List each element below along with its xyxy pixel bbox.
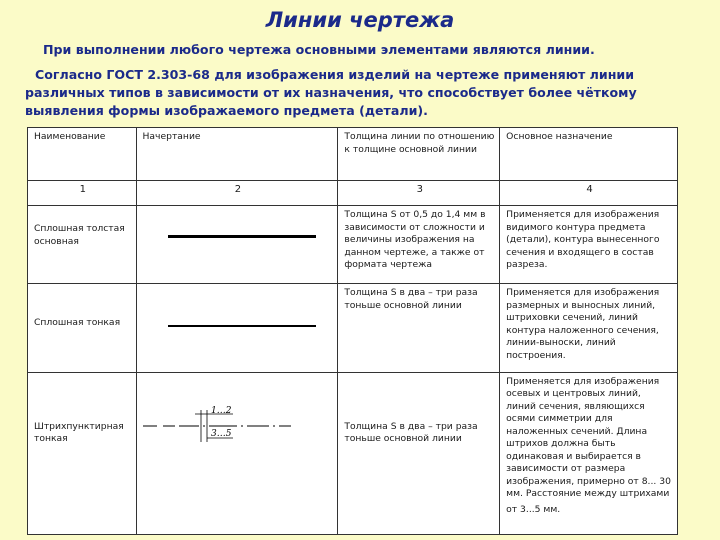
intro-paragraph: При выполнении любого чертежа основными элементами являются линии. xyxy=(43,42,595,57)
line-thickness-text: Толщина S в два – три раза тоньше основной линии xyxy=(338,284,500,372)
line-purpose-text: Применяется для изображения размерных и выносных линий, штриховки сечений, линий контура наложенного сечения, линии-выноски, линий построения. xyxy=(500,284,678,372)
column-number: 1 xyxy=(28,181,137,206)
header-drawing: Начертание xyxy=(136,128,338,181)
header-name: Наименование xyxy=(28,128,137,181)
line-type-name: Штрихпунктирная тонкая xyxy=(34,420,124,445)
line-thickness-text: Толщина S от 0,5 до 1,4 мм в зависимости от сложности и величины изображения на данном чертеже, а также от формата чертежа xyxy=(338,206,500,284)
page-title: Линии чертежа xyxy=(265,8,455,32)
gap-dimension-label: 3…5 xyxy=(210,428,231,439)
column-number: 3 xyxy=(338,181,500,206)
table-header-row xyxy=(28,128,678,181)
column-number: 4 xyxy=(500,181,678,206)
header-purpose: Основное назначение xyxy=(500,128,678,181)
table-row xyxy=(28,372,678,534)
column-number: 2 xyxy=(136,181,338,206)
gost-paragraph: Согласно ГОСТ 2.303-68 для изображения изделий на чертеже применяют линии различных типов в зависимости от их назначения, что способствует более чёткому выявления формы изображаемого предмета (детали). xyxy=(25,67,637,118)
table-row xyxy=(28,206,678,284)
dash-dot-line-sample xyxy=(143,406,293,456)
table-row xyxy=(28,284,678,372)
line-purpose-tail: от 3...5 мм. xyxy=(506,503,561,515)
line-type-name: Сплошная толстая основная xyxy=(34,223,125,247)
header-thickness: Толщина линии по отношению к толщине основной линии xyxy=(338,128,500,181)
line-purpose-text: Применяется для изображения осевых и центровых линий, линий сечения, являющихся осями симметрии для наложенных сечений. Длина штрихов должна быть одинаковая и выбирается в зависимости от размера изображения, примерно от 8... 30 мм. Расстояние между штрихами xyxy=(506,375,671,500)
dash-dimension-label: 1…2 xyxy=(210,405,231,416)
line-types-table xyxy=(27,127,678,535)
line-type-name: Сплошная тонкая xyxy=(34,317,121,329)
thin-solid-line-sample xyxy=(168,325,316,327)
thick-solid-line-sample xyxy=(168,235,316,238)
line-purpose-text: Применяется для изображения видимого контура предмета (детали), контура вынесенного сечения и входящего в состав разреза. xyxy=(500,206,678,284)
line-thickness-text: Толщина S в два – три раза тоньше основной линии xyxy=(344,420,478,445)
column-number-row xyxy=(28,181,678,206)
